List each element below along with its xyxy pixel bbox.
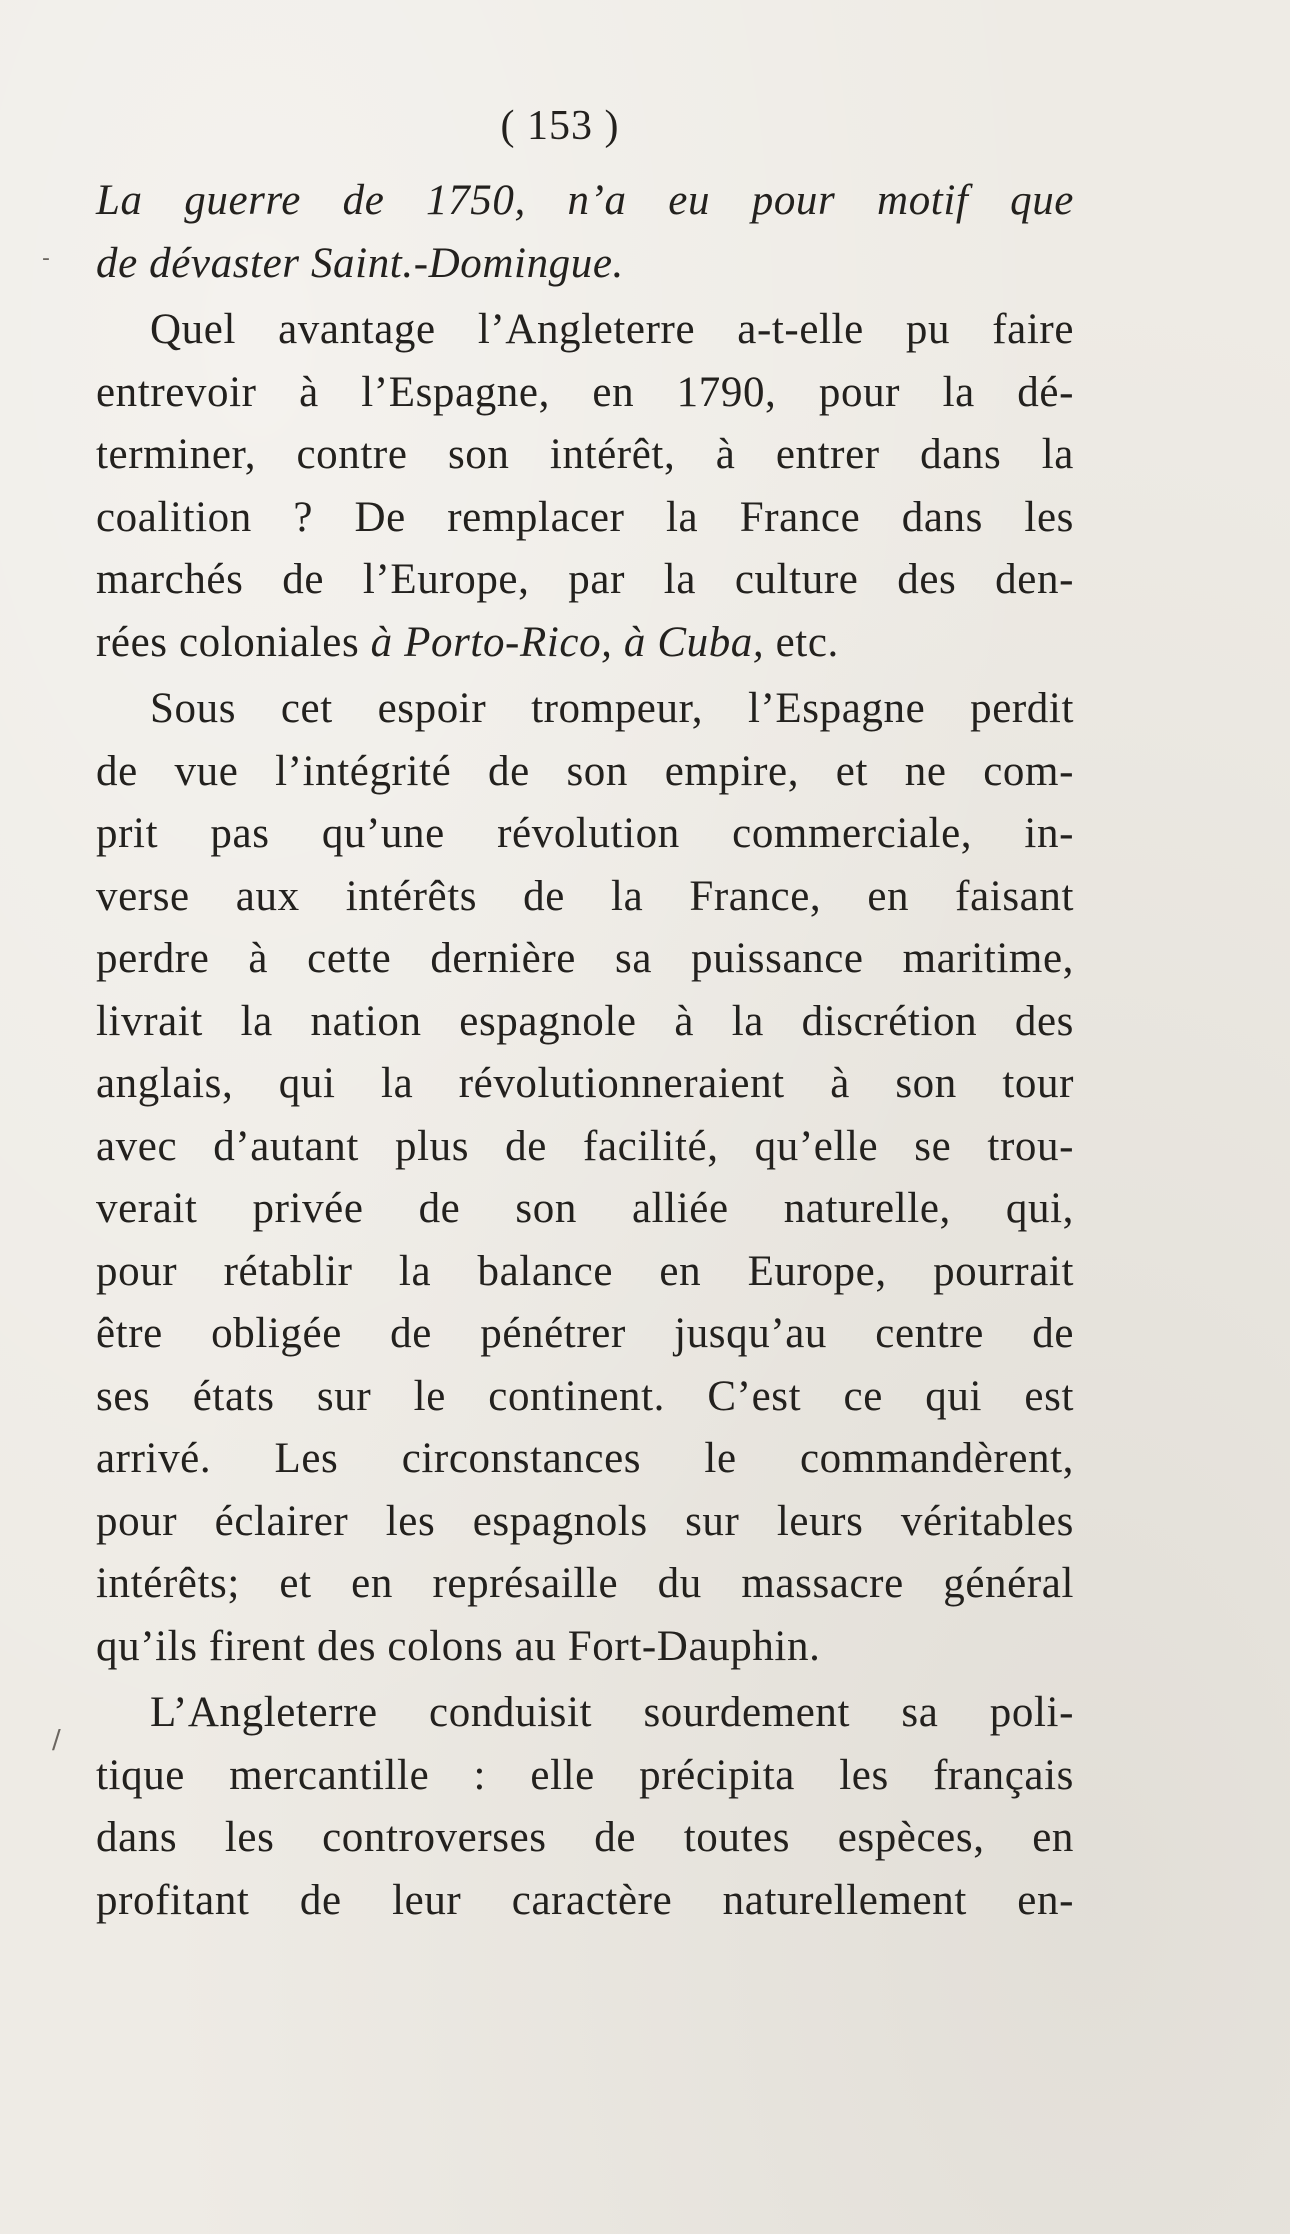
- text-segment: pour rétablir la balance en Europe, pourrait: [96, 1247, 1074, 1295]
- text-line: [96, 1616, 1074, 1679]
- text-line: [96, 678, 1074, 741]
- text-line: [96, 1053, 1074, 1116]
- text-line: [96, 1807, 1074, 1870]
- text-line: [96, 549, 1074, 612]
- text-line: [96, 1116, 1074, 1179]
- text-line: [96, 362, 1074, 425]
- text-segment: perdre à cette dernière sa puissance maritime,: [96, 935, 1074, 982]
- text-line: [96, 1870, 1074, 1933]
- italic-text: à Porto-Rico, à Cuba,: [370, 618, 765, 666]
- text-line: [96, 866, 1074, 929]
- text-segment: intérêts; et en représaille du massacre général: [96, 1560, 1074, 1607]
- text-segment: L’Angleterre conduisit sourdement sa poli-: [150, 1689, 1074, 1736]
- text-line: [96, 1745, 1074, 1808]
- text-line: [96, 1428, 1074, 1491]
- margin-slash-mark: /: [52, 1725, 61, 1755]
- text-segment: ses états sur le continent. C’est ce qui est: [96, 1372, 1074, 1420]
- text-line: [96, 928, 1074, 991]
- text-segment: être obligée de pénétrer jusqu’au centre de: [96, 1310, 1074, 1357]
- text-segment: de vue l’intégrité de son empire, et ne com-: [96, 747, 1074, 795]
- text-segment: rées coloniales: [96, 618, 371, 666]
- text-line: [96, 1178, 1074, 1241]
- text-segment: terminer, contre son intérêt, à entrer dans la: [96, 431, 1074, 478]
- body-text: [96, 170, 1074, 1932]
- text-segment: livrait la nation espagnole à la discrétion des: [96, 997, 1074, 1045]
- text-line: [96, 1553, 1074, 1616]
- italic-text: de dévaster Saint.-Domingue.: [96, 239, 624, 287]
- text-segment: Sous cet espoir trompeur, l’Espagne perdit: [150, 685, 1074, 732]
- text-segment: profitant de leur caractère naturellement en-: [96, 1876, 1074, 1924]
- text-line: [96, 1241, 1074, 1304]
- text-segment: pour éclairer les espagnols sur leurs véritables: [96, 1497, 1074, 1545]
- text-segment: Quel avantage l’Angleterre a-t-elle pu faire: [150, 306, 1074, 353]
- text-segment: verse aux intérêts de la France, en faisant: [96, 872, 1074, 920]
- text-segment: verait privée de son alliée naturelle, qui,: [96, 1185, 1074, 1232]
- text-segment: anglais, qui la révolutionneraient à son tour: [96, 1060, 1074, 1107]
- text-segment: etc.: [764, 618, 839, 666]
- text-line: [96, 299, 1074, 362]
- text-segment: qu’ils firent des colons au Fort-Dauphin.: [96, 1622, 821, 1670]
- text-segment: marchés de l’Europe, par la culture des den-: [96, 556, 1074, 603]
- text-segment: dans les controverses de toutes espèces, en: [96, 1814, 1074, 1861]
- text-segment: avec d’autant plus de facilité, qu’elle se trou-: [96, 1122, 1074, 1170]
- text-line: [96, 1303, 1074, 1366]
- paragraph: [96, 170, 1074, 295]
- text-line: [96, 233, 1074, 296]
- text-line: [96, 1491, 1074, 1554]
- text-line: [96, 170, 1074, 233]
- text-line: [96, 991, 1074, 1054]
- text-segment: prit pas qu’une révolution commerciale, in-: [96, 810, 1074, 857]
- text-line: [96, 612, 1074, 675]
- text-line: [96, 487, 1074, 550]
- text-line: [96, 803, 1074, 866]
- page-number: ( 153 ): [500, 103, 620, 149]
- text-segment: arrivé. Les circonstances le commandèrent,: [96, 1435, 1074, 1482]
- text-segment: tique mercantille : elle précipita les français: [96, 1751, 1074, 1799]
- paragraph: [96, 299, 1074, 674]
- text-line: [96, 424, 1074, 487]
- text-line: [96, 1366, 1074, 1429]
- paragraph: [96, 678, 1074, 1678]
- paragraph: [96, 1682, 1074, 1932]
- text-segment: entrevoir à l’Espagne, en 1790, pour la dé-: [96, 368, 1074, 416]
- text-line: [96, 1682, 1074, 1745]
- italic-text: La guerre de 1750, n’a eu pour motif que: [96, 177, 1074, 224]
- text-segment: coalition ? De remplacer la France dans les: [96, 493, 1074, 541]
- margin-dash-mark: -: [42, 246, 50, 271]
- text-line: [96, 741, 1074, 804]
